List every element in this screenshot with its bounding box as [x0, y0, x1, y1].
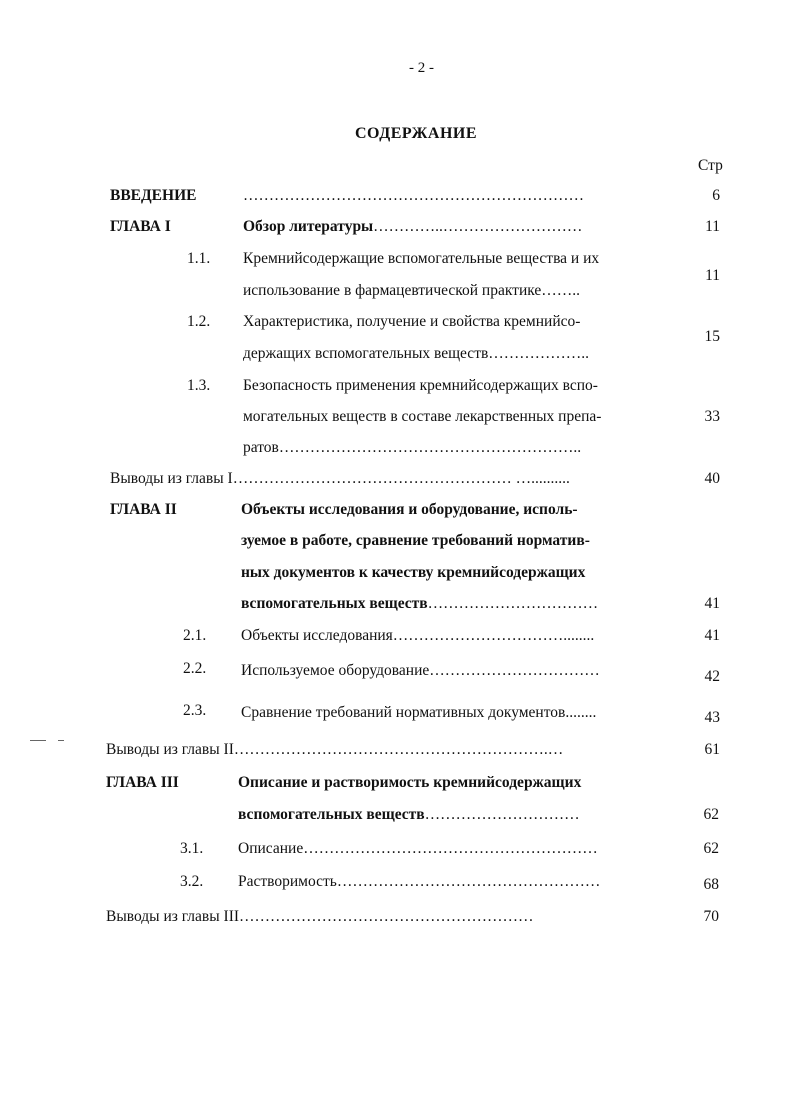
section-3-1-text: Описание…………………………………………………	[238, 840, 598, 857]
section-1-1-num: 1.1.	[187, 250, 211, 267]
section-1-1-line1: Кремнийсодержащие вспомогательные вещества и их	[243, 250, 600, 267]
chapter-1-conclusion-page: 40	[704, 470, 720, 487]
chapter-2-title-line4	[241, 595, 598, 613]
chapter-2-title-line1: Объекты исследования и оборудование, исполь-	[241, 501, 578, 518]
section-2-1-text: Объекты исследования……………………………........	[241, 627, 595, 644]
section-1-3-num: 1.3.	[187, 377, 211, 394]
section-2-1-num: 2.1.	[183, 627, 207, 644]
section-2-2-num: 2.2.	[183, 660, 207, 677]
section-3-2-page: 68	[703, 876, 719, 893]
chapter-2-dots: ……………………………	[427, 595, 599, 612]
scan-mark-left	[30, 740, 46, 741]
chapter-1-heading	[243, 218, 582, 236]
section-2-2-page: 42	[704, 668, 720, 685]
intro-page: 6	[712, 187, 720, 204]
section-3-1-num: 3.1.	[180, 840, 204, 857]
section-1-1-page: 11	[705, 267, 720, 284]
page-column-header: Стр	[698, 157, 723, 174]
chapter-2-conclusion: Выводы из главы II…………………………………………………….…	[106, 741, 564, 758]
section-1-3-page: 33	[704, 408, 720, 425]
section-2-3-num: 2.3.	[183, 702, 207, 719]
chapter-1-dots: …………..………………………	[373, 218, 583, 235]
chapter-2-title-line2: зуемое в работе, сравнение требований норматив-	[241, 532, 590, 549]
chapter-3-dots: …………………………	[424, 806, 580, 823]
section-1-2-num: 1.2.	[187, 313, 211, 330]
chapter-2-page: 41	[704, 595, 720, 612]
scan-mark-middle	[58, 740, 64, 741]
page-number: - 2 -	[409, 60, 434, 76]
section-1-3-line2: могательных веществ в составе лекарственных препа-	[243, 408, 602, 425]
chapter-2-title-end: вспомогательных веществ	[241, 595, 428, 612]
section-2-3-text: Сравнение требований нормативных документов........	[241, 704, 597, 721]
chapter-3-conclusion: Выводы из главы III…………………………………………………	[106, 908, 534, 925]
section-1-2-line1: Характеристика, получение и свойства кремнийсо-	[243, 313, 581, 330]
chapter-3-title-line2	[238, 806, 580, 824]
section-1-2-line2: держащих вспомогательных веществ………………..	[243, 345, 590, 362]
section-3-2-text: Растворимость……………………………………………	[238, 873, 601, 890]
section-1-3-line1: Безопасность применения кремнийсодержащих вспо-	[243, 377, 598, 394]
section-1-2-page: 15	[704, 328, 720, 345]
section-3-2-num: 3.2.	[180, 873, 204, 890]
chapter-1-label: ГЛАВА I	[110, 218, 171, 235]
chapter-1-conclusion: Выводы из главы I……………………………………………… …..........	[110, 470, 570, 487]
intro-label: ВВЕДЕНИЕ	[110, 187, 197, 204]
section-2-1-page: 41	[704, 627, 720, 644]
chapter-3-title-end: вспомогательных веществ	[238, 806, 425, 823]
chapter-2-title-line3: ных документов к качеству кремнийсодержащих	[241, 564, 586, 581]
intro-dots: …………………………………………………………	[243, 187, 584, 204]
section-1-1-line2: использование в фармацевтической практике……..	[243, 282, 581, 299]
chapter-3-page: 62	[703, 806, 719, 823]
chapter-2-conclusion-page: 61	[704, 741, 720, 758]
section-1-3-line3: ратов…………………………………………………..	[243, 439, 582, 456]
chapter-3-title-line1: Описание и растворимость кремнийсодержащих	[238, 774, 582, 791]
chapter-2-label: ГЛАВА II	[110, 501, 177, 518]
page-title: СОДЕРЖАНИЕ	[355, 125, 478, 142]
section-2-3-page: 43	[704, 709, 720, 726]
section-3-1-page: 62	[703, 840, 719, 857]
chapter-1-page: 11	[705, 218, 720, 235]
chapter-3-conclusion-page: 70	[703, 908, 719, 925]
section-2-2-text: Используемое оборудование……………………………	[241, 662, 600, 679]
chapter-3-label: ГЛАВА III	[106, 774, 179, 791]
chapter-1-title: Обзор литературы	[243, 218, 374, 235]
